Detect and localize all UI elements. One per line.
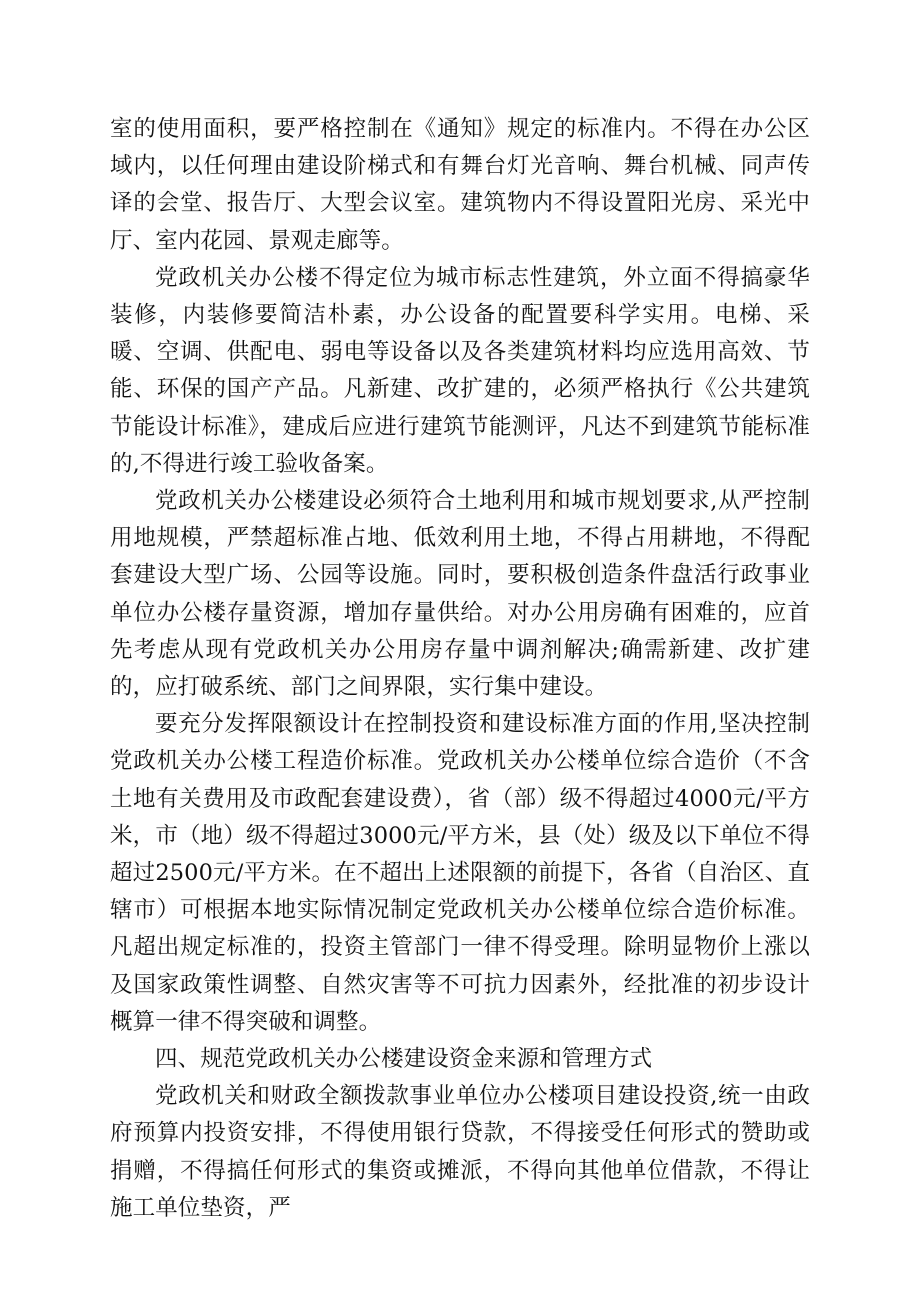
document-body <box>110 111 810 1227</box>
section-heading-funding: 四、规范党政机关办公楼建设资金来源和管理方式 <box>155 1046 653 1073</box>
paragraph-building-decoration: 党政机关办公楼不得定位为城市标志性建筑，外立面不得搞豪华装修，内装修要简洁朴素，办公设备的配置要科学实用。电梯、采暖、空调、供配电、弱电等设备以及各类建筑材料均应选用高效、节能、环保的国产产品。凡新建、改扩建的，必须严格执行《公共建筑节能设计标准》，建成后应进行建筑节能测评，凡达不到建筑节能标准的,不得进行竣工验收备案。 <box>110 264 810 477</box>
paragraph-cost-limits: 要充分发挥限额设计在控制投资和建设标准方面的作用,坚决控制党政机关办公楼工程造价标准。党政机关办公楼单位综合造价（不含土地有关费用及市政配套建设费），省（部）级不得超过4000元/平方米，市（地）级不得超过3000元/平方米，县（处）级及以下单位不得超过2500元/平方米。在不超出上述限额的前提下，各省（自治区、直辖市）可根据本地实际情况制定党政机关办公楼单位综合造价标准。凡超出规定标准的，投资主管部门一律不得受理。除明显物价上涨以及国家政策性调整、自然灾害等不可抗力因素外，经批准的初步设计概算一律不得突破和调整。 <box>110 711 810 1035</box>
paragraph-funding-sources: 党政机关和财政全额拨款事业单位办公楼项目建设投资,统一由政府预算内投资安排，不得使用银行贷款，不得接受任何形式的赞助或捐赠，不得搞任何形式的集资或摊派，不得向其他单位借款，不得让施工单位垫资，严 <box>110 1083 810 1221</box>
paragraph-land-use: 党政机关办公楼建设必须符合土地利用和城市规划要求,从严控制用地规模，严禁超标准占地、低效利用土地，不得占用耕地，不得配套建设大型广场、公园等设施。同时，要积极创造条件盘活行政事业单位办公楼存量资源，增加存量供给。对办公用房确有困难的，应首先考虑从现有党政机关办公用房存量中调剂解决;确需新建、改扩建的，应打破系统、部门之间界限，实行集中建设。 <box>110 488 810 701</box>
paragraph-continuation: 室的使用面积，要严格控制在《通知》规定的标准内。不得在办公区域内，以任何理由建设阶梯式和有舞台灯光音响、舞台机械、同声传译的会堂、报告厅、大型会议室。建筑物内不得设置阳光房、采光中厅、室内花园、景观走廊等。 <box>110 116 810 254</box>
